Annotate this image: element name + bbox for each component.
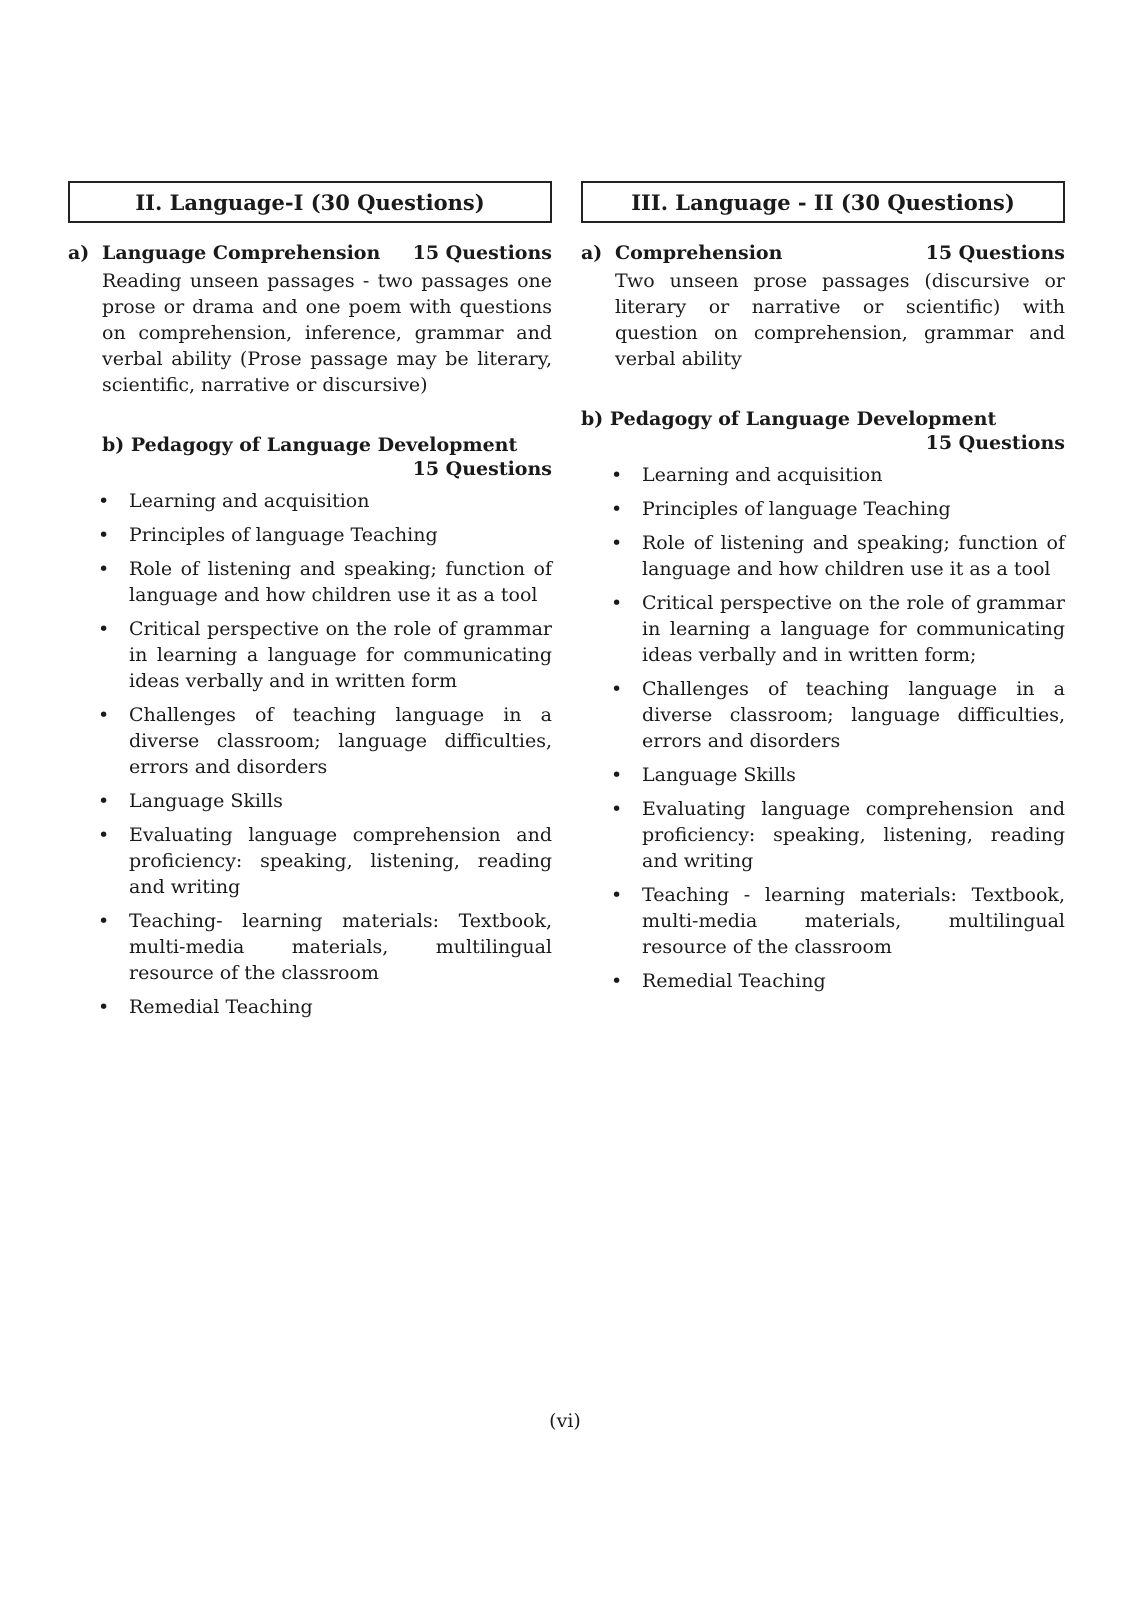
topic-list [581, 462, 1065, 994]
list-item: • Role of listening and speaking; function of language and how children use it as a tool [98, 558, 552, 606]
list-item: • Principles of language Teaching [611, 498, 951, 520]
list-item: • Remedial Teaching [611, 970, 826, 992]
bullet-icon: • [98, 704, 110, 726]
subsection-description: Two unseen prose passages (discursive or literary or narrative or scientific) with question on comprehension, grammar and verbal ability [615, 270, 1065, 370]
section-title: III. Language - II (30 Questions) [631, 189, 1015, 215]
bullet-icon: • [611, 884, 623, 906]
list-item: • Evaluating language comprehension and proficiency: speaking, listening, reading and writing [611, 798, 1065, 872]
subsection-title: Comprehension [615, 242, 783, 264]
bullet-icon: • [611, 970, 623, 992]
section-title-box [581, 181, 1065, 223]
bullet-icon: • [611, 678, 623, 700]
subsection-title: Language Comprehension [102, 242, 381, 264]
subsection-description: Reading unseen passages - two passages one prose or drama and one poem with questions on comprehension, inference, grammar and verbal ability (Prose passage may be literary, scientific, narrative or discursive) [102, 270, 552, 396]
bullet-icon: • [98, 524, 110, 546]
bullet-icon: • [611, 764, 623, 786]
subsection-title: b) Pedagogy of Language Development [102, 434, 518, 456]
list-item: • Teaching - learning materials: Textbook, multi-media materials, multilingual resource of the classroom [611, 884, 1065, 958]
list-item: • Language Skills [98, 790, 283, 812]
question-count: 15 Questions [412, 458, 552, 480]
bullet-icon: • [98, 996, 110, 1018]
list-item: • Remedial Teaching [98, 996, 313, 1018]
bullet-icon: • [611, 592, 623, 614]
subsection-marker: a) [68, 242, 90, 264]
list-item: • Learning and acquisition [611, 464, 883, 486]
subsection-a-heading [68, 242, 552, 264]
list-item: • Challenges of teaching language in a diverse classroom; language difficulties, errors and disorders [98, 704, 552, 778]
subsection-b-heading [102, 434, 552, 480]
bullet-icon: • [98, 910, 110, 932]
bullet-icon: • [98, 824, 110, 846]
list-item: • Evaluating language comprehension and proficiency: speaking, listening, reading and writing [98, 824, 552, 898]
page-number: (vi) [549, 1410, 581, 1432]
bullet-icon: • [611, 798, 623, 820]
topic-list [68, 488, 552, 1020]
list-item: • Critical perspective on the role of grammar in learning a language for communicating ideas verbally and in written form; [611, 592, 1065, 666]
subsection-b-heading [581, 408, 1065, 454]
question-count: 15 Questions [925, 242, 1065, 264]
subsection-marker: a) [581, 242, 603, 264]
list-item: • Language Skills [611, 764, 796, 786]
section-title: II. Language-I (30 Questions) [135, 189, 485, 215]
subsection-a-heading [581, 242, 1065, 264]
question-count: 15 Questions [412, 242, 552, 264]
bullet-icon: • [98, 490, 110, 512]
section-title-box [68, 181, 552, 223]
list-item: • Challenges of teaching language in a diverse classroom; language difficulties, errors and disorders [611, 678, 1065, 752]
list-item: • Principles of language Teaching [98, 524, 438, 546]
section-language-1 [68, 181, 552, 1028]
bullet-icon: • [611, 498, 623, 520]
bullet-icon: • [98, 790, 110, 812]
subsection-title: b) Pedagogy of Language Development [581, 408, 997, 430]
section-language-2 [581, 181, 1065, 1002]
bullet-icon: • [611, 532, 623, 554]
bullet-icon: • [98, 558, 110, 580]
list-item: • Learning and acquisition [98, 490, 370, 512]
question-count: 15 Questions [925, 432, 1065, 454]
list-item: • Role of listening and speaking; function of language and how children use it as a tool [611, 532, 1065, 580]
list-item: • Critical perspective on the role of grammar in learning a language for communicating ideas verbally and in written form [98, 618, 552, 692]
list-item: • Teaching- learning materials: Textbook, multi-media materials, multilingual resource of the classroom [98, 910, 552, 984]
bullet-icon: • [98, 618, 110, 640]
bullet-icon: • [611, 464, 623, 486]
